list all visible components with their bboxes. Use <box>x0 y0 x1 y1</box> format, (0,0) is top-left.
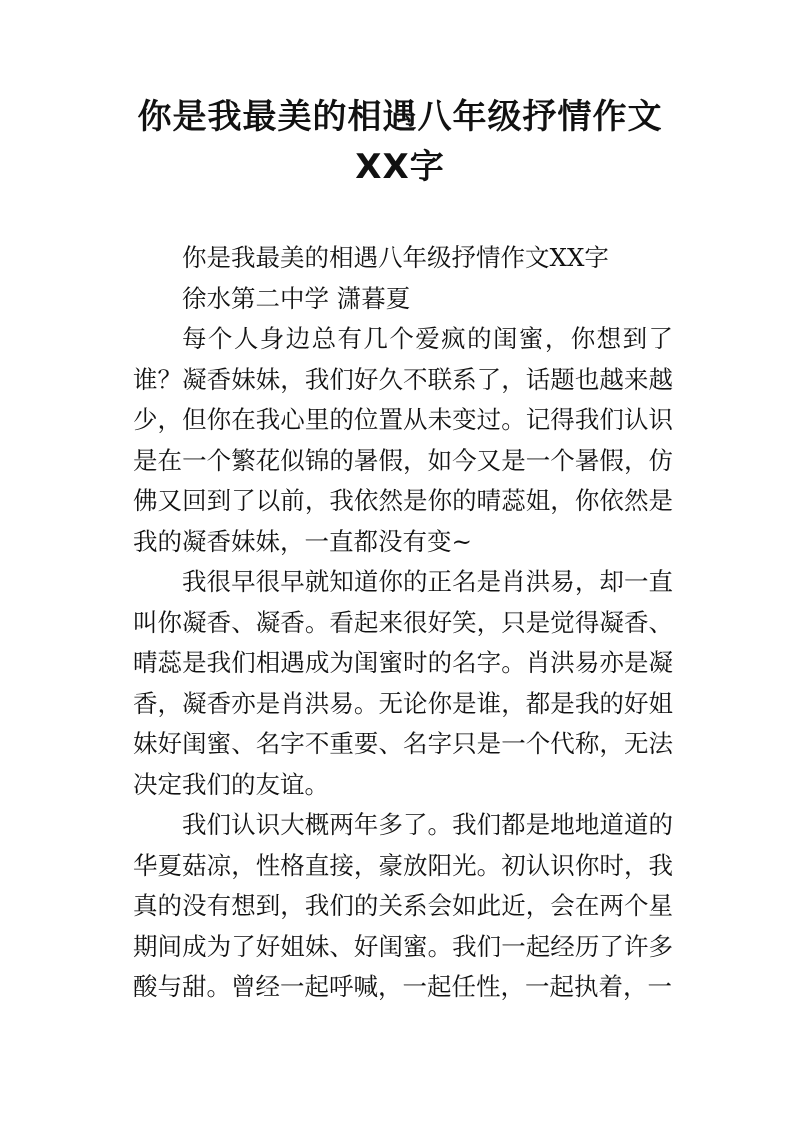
paragraph-1: 每个人身边总有几个爱疯的闺蜜，你想到了谁？凝香妹妹，我们好久不联系了，话题也越来越少，但你在我心里的位置从未变过。记得我们认识是在一个繁花似锦的暑假，如今又是一个暑假，仿佛又回到了以前，我依然是你的晴蕊姐，你依然是我的凝香妹妹，一直都没有变~ <box>133 324 673 556</box>
paragraph-2: 我很早很早就知道你的正名是肖洪易，却一直叫你凝香、凝香。看起来很好笑，只是觉得凝香、晴蕊是我们相遇成为闺蜜时的名字。肖洪易亦是凝香，凝香亦是肖洪易。无论你是谁，都是我的好姐妹好闺蜜、名字不重要、名字只是一个代称，无法决定我们的友谊。 <box>133 567 673 799</box>
subtitle-line: 你是我最美的相遇八年级抒情作文XX字 <box>182 243 609 272</box>
document-body <box>133 238 673 1008</box>
paragraph-3: 我们认识大概两年多了。我们都是地地道道的华夏菇凉，性格直接，豪放阳光。初认识你时，我真的没有想到，我们的关系会如此近，会在两个星期间成为了好姐妹、好闺蜜。我们一起经历了许多酸与甜。曾经一起呼喊，一起任性，一起执着，一 <box>133 810 673 1001</box>
document-title: 你是我最美的相遇八年级抒情作文XX字 <box>137 97 663 187</box>
author-line: 徐水第二中学 潇暮夏 <box>182 283 411 313</box>
